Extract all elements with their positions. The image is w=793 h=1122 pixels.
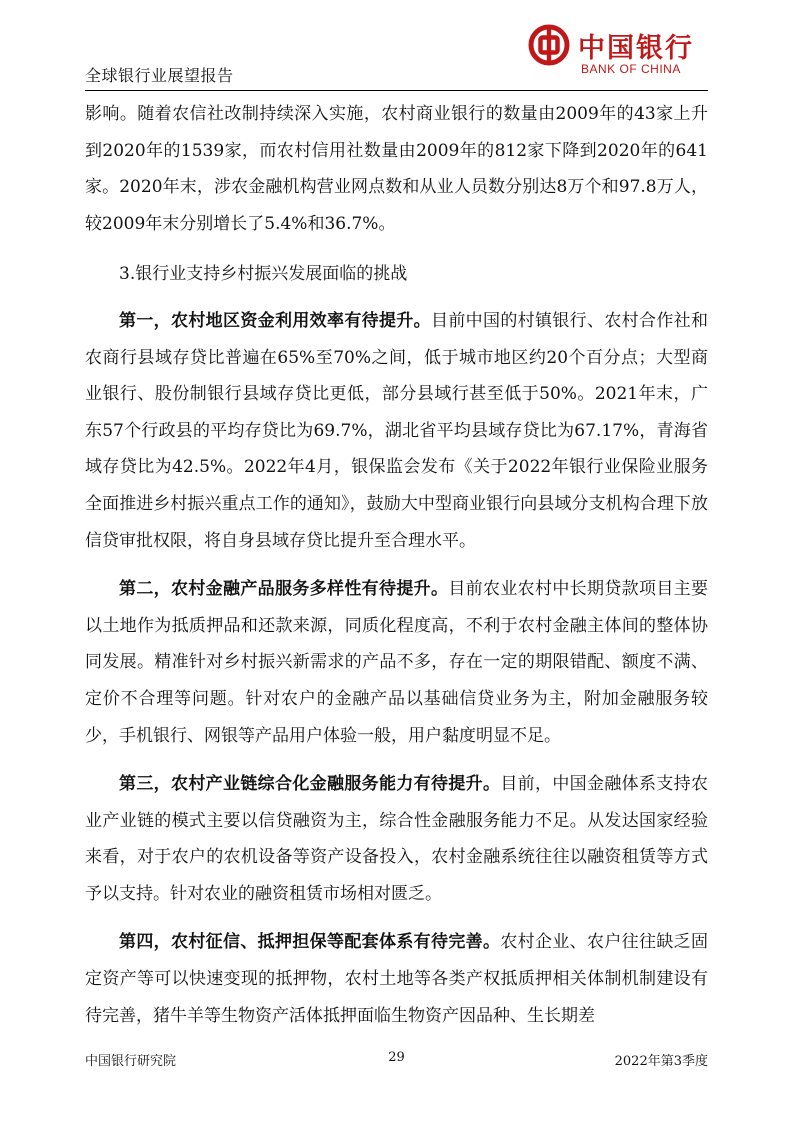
paragraph-lead: 第三，农村产业链综合化金融服务能力有待提升。 [119,774,501,795]
paragraph-text: 农村企业、农户往往缺乏固定资产等可以快速变现的抵押物，农村土地等各类产权抵质押相关体制机制建设有待完善，猪牛羊等生物资产活体抵押面临生物资产因品种、生长期差 [85,932,709,1026]
section-heading: 3.银行业支持乡村振兴发展面临的挑战 [119,264,408,285]
paragraph-text: 目前中国的村镇银行、农村合作社和农商行县域存贷比普遍在65%至70%之间，低于城市地区约20个百分点；大型商业银行、股份制银行县域存贷比更低，部分县域行甚至低于50%。2021年末，广东57个行政县的平均存贷比为69.7%，湖北省平均县域存贷比为67.17%，青海省域存贷比为42.5%。2022年4月，银保监会发布《关于2022年银行业保险业服务全面推进乡村振兴重点工作的通知》，鼓励大中型商业银行向县域分支机构合理下放信贷审批权限，将自身县域存贷比提升至合理水平。 [85,310,708,551]
page-number: 29 [388,1050,405,1065]
paragraph-text: 目前，中国金融体系支持农业产业链的模式主要以信贷融资为主，综合性金融服务能力不足。从发达国家经验来看，对于农户的农机设备等资产设备投入，农村金融系统往往以融资租赁等方式予以支持。针对农业的融资租赁市场相对匮乏。 [85,774,709,904]
intro-paragraph: 影响。随着农信社改制持续深入实施，农村商业银行的数量由2009年的43家上升到2020年的1539家，而农村信用社数量由2009年的812家下降到2020年的641家。2020年末，涉农金融机构营业网点数和从业人员数分别达8万个和97.8万人，较2009年末分别增长了5.4%和36.7%。 [85,104,708,234]
paragraph-lead: 第一，农村地区资金利用效率有待提升。 [119,310,431,331]
body-paragraph [85,571,708,754]
logo-text-en: BANK OF CHINA [581,62,681,76]
paragraph-lead: 第二，农村金融产品服务多样性有待提升。 [119,579,449,600]
page-body [85,96,708,1046]
header-divider [85,90,708,91]
page-header [85,0,708,92]
body-paragraph [85,303,708,559]
footer-org: 中国银行研究院 [85,1054,177,1069]
body-paragraph [85,766,708,912]
bank-of-china-logo-icon [528,24,570,66]
logo-text-cn: 中国银行 [578,33,694,64]
bank-logo [498,24,708,84]
body-paragraph [85,924,708,1034]
report-title: 全球银行业展望报告 [85,66,234,85]
paragraph-lead: 第四，农村征信、抵押担保等配套体系有待完善。 [119,932,501,953]
footer-period: 2022年第3季度 [614,1054,708,1069]
paragraph-text: 目前农业农村中长期贷款项目主要以土地作为抵质押品和还款来源，同质化程度高，不利于农村金融主体间的整体协同发展。精准针对乡村振兴新需求的产品不多，存在一定的期限错配、额度不满、定价不合理等问题。针对农户的金融产品以基础信贷业务为主，附加金融服务较少，手机银行、网银等产品用户体验一般，用户黏度明显不足。 [85,579,709,746]
